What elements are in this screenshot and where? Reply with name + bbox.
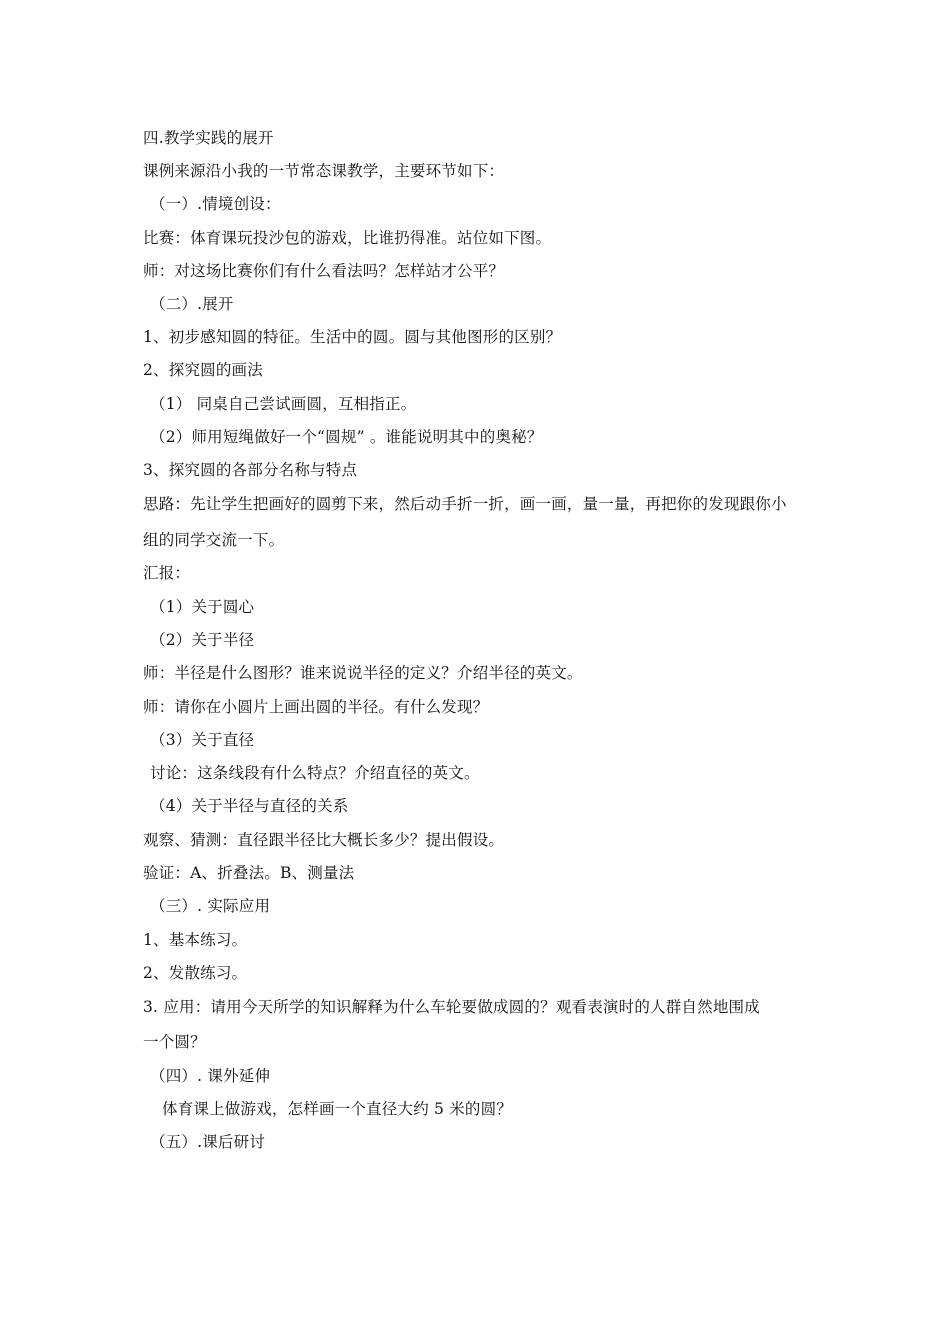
list-item: 2、发散练习。 [143,964,248,982]
paragraph: 验证：A、折叠法。B、测量法 [143,864,355,882]
list-item: （1）关于圆心 [150,598,255,616]
paragraph: 师：对这场比赛你们有什么看法吗？怎样站才公平？ [143,262,505,280]
list-item: （3）关于直径 [150,731,255,749]
paragraph: 讨论：这条线段有什么特点？介绍直径的英文。 [150,764,480,782]
paragraph: 观察、猜测：直径跟半径比大概长多少？提出假设。 [143,831,505,849]
list-item: （4）关于半径与直径的关系 [150,797,349,815]
paragraph: 思路：先让学生把画好的圆剪下来，然后动手折一折，画一画，量一量，再把你的发现跟你小 [143,495,787,513]
subsection-heading: （四）. 课外延伸 [150,1067,271,1085]
section-heading: 四.教学实践的展开 [143,129,274,147]
list-item: （2）关于半径 [150,631,255,649]
list-item: 3. 应用：请用今天所学的知识解释为什么车轮要做成圆的？观看表演时的人群自然地围成 [143,998,760,1016]
paragraph: 一个圆？ [143,1033,206,1051]
paragraph: 组的同学交流一下。 [143,531,285,549]
list-item: （1） 同桌自己尝试画圆，互相指正。 [150,395,417,413]
paragraph: 师：半径是什么图形？谁来说说半径的定义？介绍半径的英文。 [143,664,583,682]
list-item: 1、基本练习。 [143,931,248,949]
subsection-heading: （二）.展开 [150,295,234,313]
list-item: 3、探究圆的各部分名称与特点 [143,461,358,479]
paragraph: 比赛：体育课玩投沙包的游戏，比谁扔得准。站位如下图。 [143,229,552,247]
subsection-heading: （五）.课后研讨 [150,1133,266,1151]
list-item: 1、初步感知圆的特征。生活中的圆。圆与其他图形的区别？ [143,328,562,346]
paragraph: 师：请你在小圆片上画出圆的半径。有什么发现？ [143,698,489,716]
subsection-heading: （一）.情境创设： [150,195,281,213]
paragraph: 汇报： [143,564,191,582]
list-item: （2）师用短绳做好一个“圆规” 。谁能说明其中的奥秘？ [150,428,543,446]
paragraph: 体育课上做游戏，怎样画一个直径大约 5 米的圆？ [162,1100,513,1118]
subsection-heading: （三）. 实际应用 [150,897,271,915]
paragraph: 课例来源沿小我的一节常态课教学，主要环节如下： [143,162,505,180]
list-item: 2、探究圆的画法 [143,361,263,379]
